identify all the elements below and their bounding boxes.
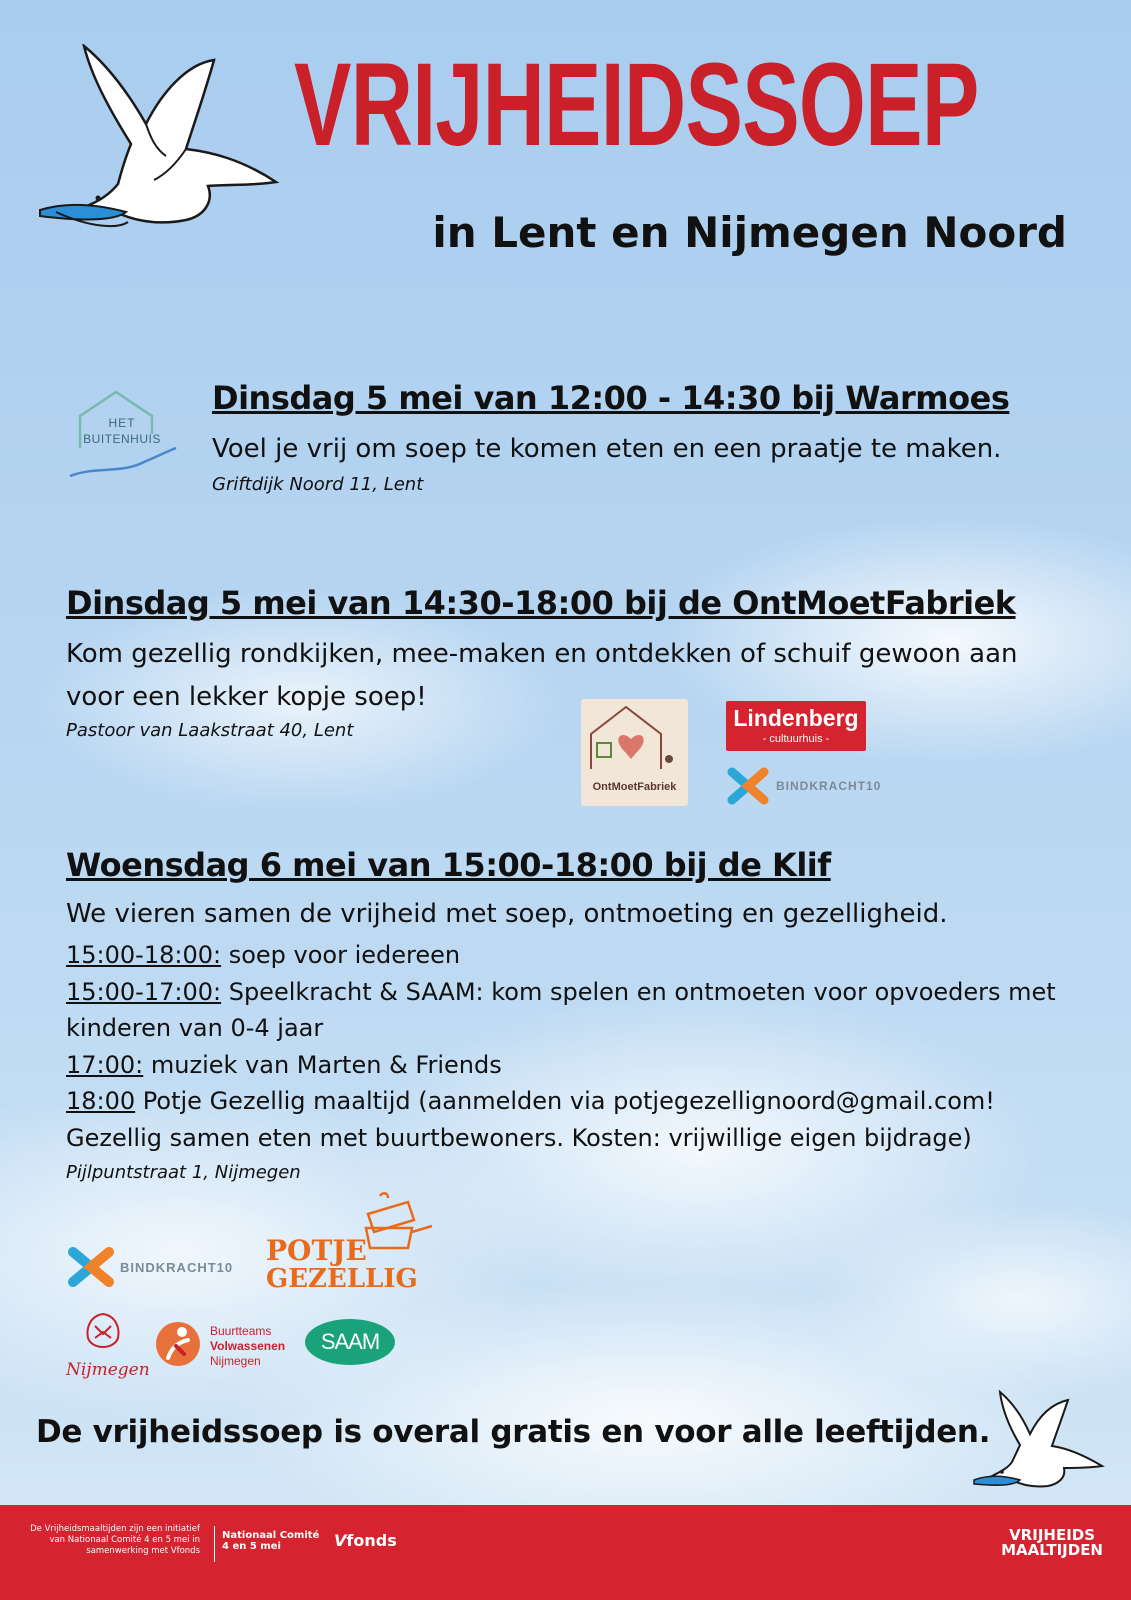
page-subtitle: in Lent en Nijmegen Noord [432,208,1067,257]
bindkracht-label: BINDKRACHT10 [120,1260,234,1275]
bindkracht-x-icon [726,766,770,806]
potje-line1: POTJE [266,1234,367,1267]
page-title: VRIJHEIDSSOEP [294,39,979,171]
event-3-description: We vieren samen de vrijheid met soep, ontmoeting en gezelligheid. [66,899,948,929]
schedule-text: Speelkracht & SAAM: kom spelen en ontmoeten voor opvoeders met kinderen van 0-4 jaar [66,977,1056,1042]
event-1-description: Voel je vrij om soep te komen eten en een praatje te maken. [212,434,1002,464]
event-2-heading: Dinsdag 5 mei van 14:30-18:00 bij de OntMoetFabriek [66,584,1016,622]
logo-lindenberg [726,701,866,751]
ontmoetfabriek-house-icon [581,699,688,779]
lindenberg-name: Lindenberg [733,705,859,731]
bindkracht-label: BINDKRACHT10 [776,779,882,793]
lindenberg-sub: - cultuurhuis - [762,733,830,745]
buurtteams-line3: Nijmegen [210,1354,261,1368]
schedule-text: soep voor iedereen [221,941,461,969]
logo-ontmoetfabriek [581,699,688,806]
event-2-address: Pastoor van Laakstraat 40, Lent [66,720,354,741]
schedule-time: 17:00: [66,1050,144,1079]
schedule-time: 15:00-17:00: [66,977,222,1006]
comite-line1: Nationaal Comité [222,1530,320,1541]
pot-icon [358,1190,436,1252]
logo-bindkracht-large [66,1245,256,1289]
brand-line2: MAALTIJDEN [1001,1541,1103,1559]
event-3-address: Pijlpuntstraat 1, Nijmegen [66,1162,301,1183]
dove-small-illustration [972,1390,1106,1490]
logo-vrijheidsmaaltijden [1001,1528,1103,1558]
logo-gemeente-nijmegen [62,1310,150,1386]
schedule-item [66,1083,1056,1156]
logo-bindkracht-small [726,766,896,806]
event-3-schedule [66,937,1056,1156]
event-1-heading: Dinsdag 5 mei van 12:00 - 14:30 bij Warmoes [212,379,1010,417]
buitenhuis-line1: HET [108,416,136,430]
buitenhuis-line2: BUITENHUIS [83,432,161,446]
schedule-text: muziek van Marten & Friends [143,1050,502,1079]
schedule-text: Potje Gezellig maaltijd (aanmelden via potjegezellignoord@gmail.com! Gezellig samen eten met buurtbewoners. Kosten: vrijwillige eigen bijdrage) [66,1087,995,1152]
logo-het-buitenhuis [66,386,178,482]
event-2-description: Kom gezellig rondkijken, mee-maken en ontdekken of schuif gewoon aan voor een lekker kopje soep! [66,639,1018,712]
logo-vfonds [334,1531,397,1550]
brand-line1: VRIJHEIDS [1009,1526,1096,1544]
logo-potje-gezellig [266,1190,436,1300]
saam-label: SAAM [320,1329,380,1354]
schedule-item [66,937,1056,974]
schedule-item [66,974,1056,1047]
buurtteams-person-icon [154,1320,202,1368]
schedule-time: 15:00-18:00: [66,941,222,969]
bindkracht-x-icon [66,1245,116,1289]
potje-line2: GEZELLIG [266,1264,418,1294]
schedule-time: 18:00 [66,1087,136,1115]
buurtteams-line1: Buurtteams [210,1324,272,1338]
buurtteams-line2: Volwassenen [210,1339,286,1353]
logo-saam [305,1319,395,1365]
footer-divider [214,1526,215,1562]
ontmoetfabriek-label: OntMoetFabriek [592,781,677,793]
comite-line2: 4 en 5 mei [222,1541,281,1552]
logo-nationaal-comite [222,1530,319,1552]
schedule-item [66,1047,1056,1084]
vfonds-label: fonds [346,1531,397,1550]
nijmegen-crest-icon [80,1310,126,1356]
logo-buurtteams [154,1320,294,1374]
footer-message: De vrijheidssoep is overal gratis en voor alle leeftijden. [36,1414,991,1450]
vfonds-v-icon: V [334,1531,347,1550]
event-1-address: Griftdijk Noord 11, Lent [212,474,424,495]
dove-illustration [36,44,286,234]
nijmegen-label: Nijmegen [66,1360,150,1380]
initiative-text: De Vrijheidsmaaltijden zijn een initiatief van Nationaal Comité 4 en 5 mei in samenwerking met Vfonds [30,1524,200,1556]
event-3-heading: Woensdag 6 mei van 15:00-18:00 bij de Klif [66,846,831,884]
